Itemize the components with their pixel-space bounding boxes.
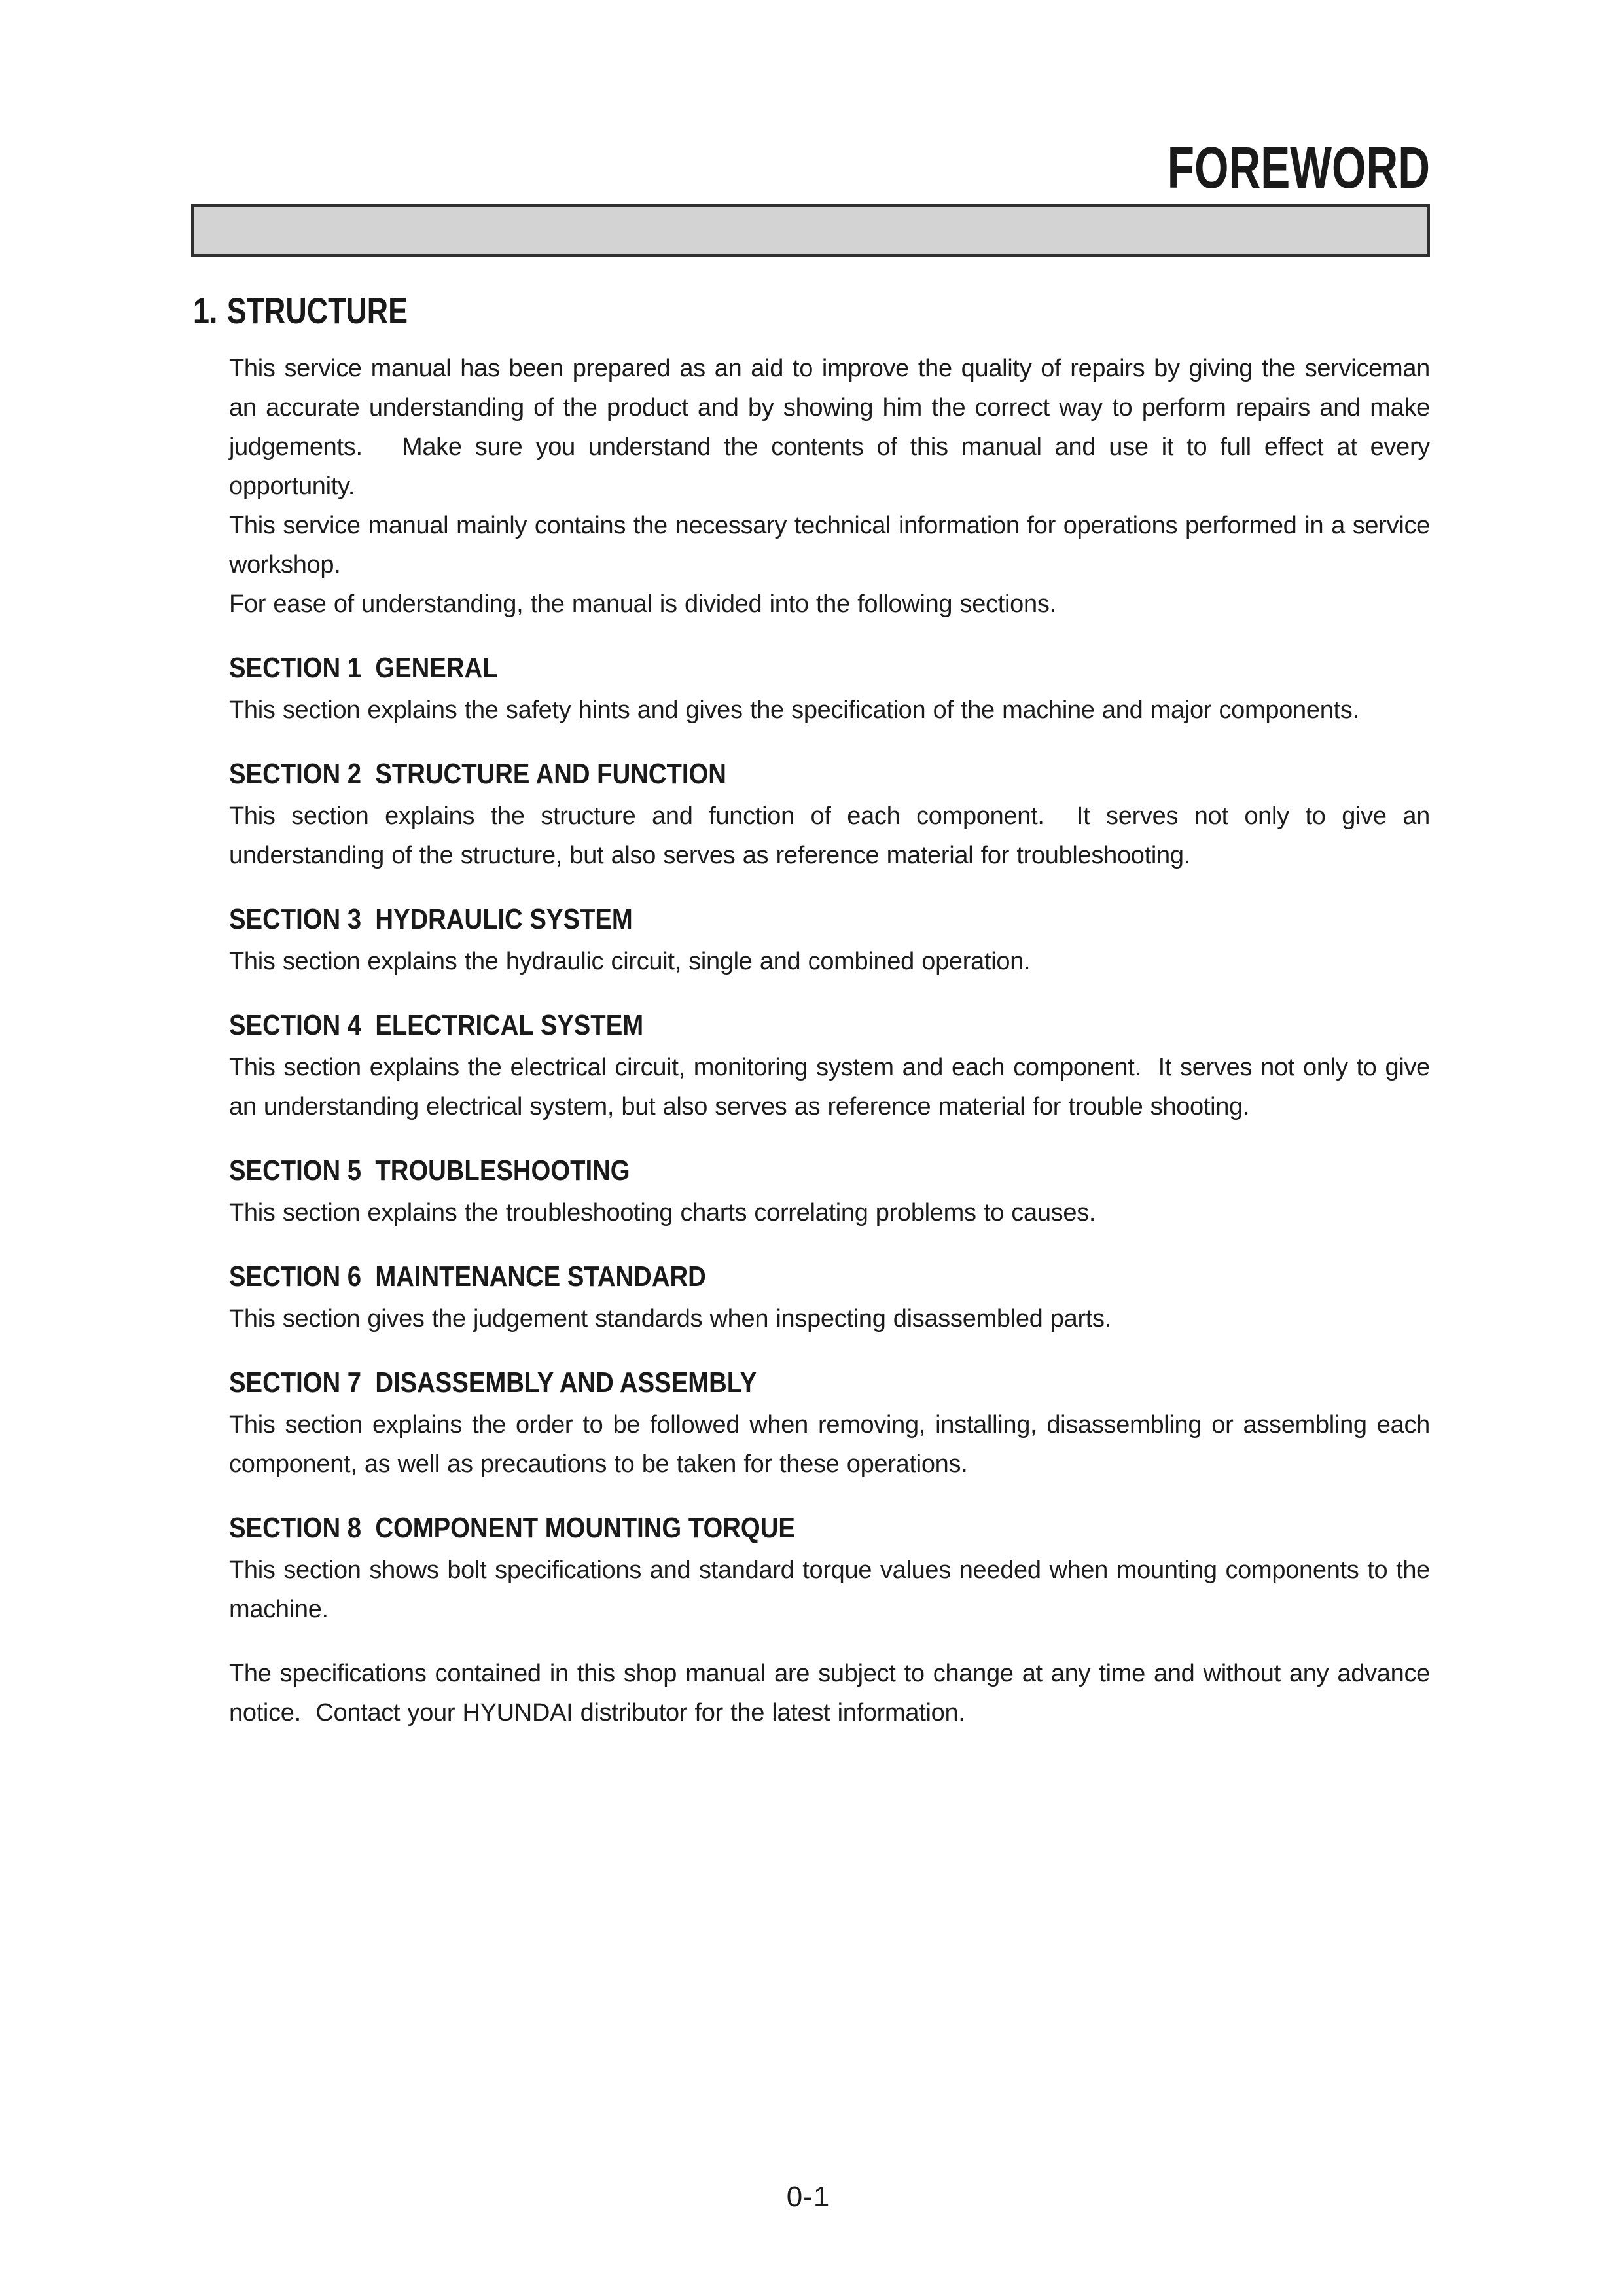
section-title: SECTION 5 TROUBLESHOOTING (229, 1155, 630, 1187)
section-block-5 (229, 1151, 1430, 1232)
section-body: This section gives the judgement standards when inspecting disassembled parts. (229, 1305, 1112, 1333)
body-content (229, 349, 1438, 1732)
closing-paragraph: The specifications contained in this shop manual are subject to change at any time and without any advance notice. Contact your HYUNDAI distributor for the latest information. (229, 1660, 1438, 1727)
intro-paragraph: For ease of understanding, the manual is divided into the following sections. (229, 590, 1056, 618)
section-body: This section explains the safety hints and gives the specification of the machine and major components. (229, 696, 1359, 724)
section-title: SECTION 3 HYDRAULIC SYSTEM (229, 903, 633, 935)
section-body: This section explains the troubleshooting charts correlating problems to causes. (229, 1199, 1096, 1227)
section-body: This section explains the structure and function of each component. It serves not only to give an understanding of the structure, but also serves as reference material for troubleshooting. (229, 802, 1438, 869)
page-title: FOREWORD (1167, 135, 1430, 201)
section-body: This section explains the hydraulic circuit, single and combined operation. (229, 948, 1031, 975)
intro-block (229, 349, 1438, 624)
section-title: SECTION 6 MAINTENANCE STANDARD (229, 1261, 706, 1293)
section-block-1 (229, 649, 1430, 730)
section-block-4 (229, 1006, 1438, 1126)
section-title: SECTION 1 GENERAL (229, 652, 498, 684)
header-divider-bar (191, 204, 1430, 257)
intro-paragraph: This service manual has been prepared as an aid to improve the quality of repairs by giving the serviceman an accurate understanding of the product and by showing him the correct way to perform repairs and make judgements. Make sure you understand the contents of this manual and use it to full effect at every opportunity. (229, 355, 1438, 500)
section-block-7 (229, 1363, 1438, 1484)
section-block-3 (229, 900, 1430, 981)
structure-heading-label: STRUCTURE (226, 290, 408, 331)
intro-paragraph: This service manual mainly contains the necessary technical information for operations performed in a service workshop. (229, 512, 1438, 579)
section-block-2 (229, 755, 1438, 875)
page-number: 0-1 (786, 2181, 830, 2213)
structure-heading (193, 291, 408, 331)
section-title: SECTION 2 STRUCTURE AND FUNCTION (229, 758, 726, 790)
structure-heading-number: 1. (193, 290, 218, 331)
section-body: This section shows bolt specifications and standard torque values needed when mounting components to the machine. (229, 1556, 1438, 1623)
section-title: SECTION 7 DISASSEMBLY AND ASSEMBLY (229, 1367, 757, 1399)
section-body: This section explains the electrical circuit, monitoring system and each component. It serves not only to give an understanding electrical system, but also serves as reference material for trouble shooting. (229, 1054, 1438, 1121)
section-block-6 (229, 1257, 1430, 1338)
section-block-8 (229, 1509, 1438, 1629)
section-body: This section explains the order to be followed when removing, installing, disassembling or assembling each component, as well as precautions to be taken for these operations. (229, 1411, 1438, 1478)
section-title: SECTION 8 COMPONENT MOUNTING TORQUE (229, 1512, 795, 1544)
section-title: SECTION 4 ELECTRICAL SYSTEM (229, 1009, 644, 1041)
